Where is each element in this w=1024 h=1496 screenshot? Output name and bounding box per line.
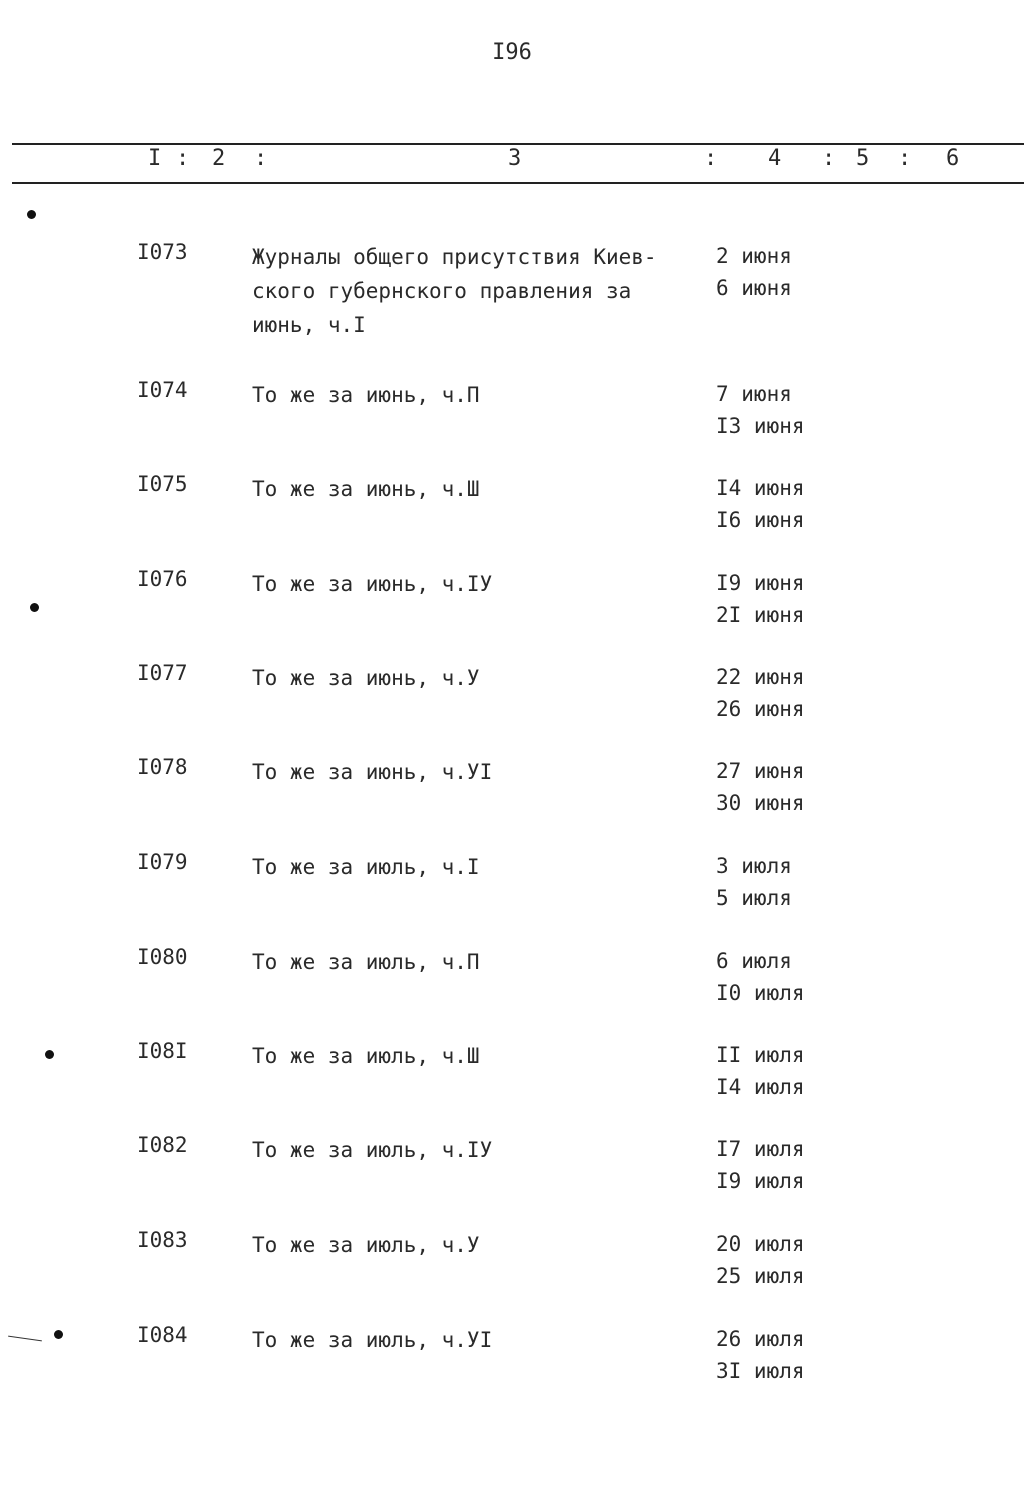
description-line: То же за июнь, ч.Ш <box>252 477 480 501</box>
binding-hole-mark <box>45 1050 54 1059</box>
row-dates <box>716 1228 805 1292</box>
header-col-6: 6 <box>946 146 960 171</box>
date-end: 2I июня <box>716 603 805 627</box>
row-description <box>252 1323 692 1357</box>
description-line: То же за июнь, ч.У <box>252 666 480 690</box>
row-dates <box>716 850 792 914</box>
row-number: I074 <box>137 378 188 402</box>
row-dates <box>716 567 805 631</box>
header-col-3: 3 <box>508 146 522 171</box>
row-dates <box>716 1133 805 1197</box>
description-line: То же за июль, ч.Ш <box>252 1044 480 1068</box>
date-end: 6 июня <box>716 276 792 300</box>
row-number: I083 <box>137 1228 188 1252</box>
row-number: I08I <box>137 1039 188 1063</box>
header-separator: : <box>898 146 912 171</box>
date-start: I7 июля <box>716 1137 805 1161</box>
binding-hole-mark <box>27 210 36 219</box>
date-end: I9 июля <box>716 1169 805 1193</box>
row-number: I077 <box>137 661 188 685</box>
description-line: Журналы общего присутствия Киев- <box>252 245 657 269</box>
row-description <box>252 850 692 884</box>
date-end: 25 июля <box>716 1264 805 1288</box>
header-col-1: I <box>148 146 162 171</box>
date-end: 3I июля <box>716 1359 805 1383</box>
row-description <box>252 1228 692 1262</box>
row-description <box>252 567 692 601</box>
date-start: I9 июня <box>716 571 805 595</box>
date-end: 30 июня <box>716 791 805 815</box>
description-line: июнь, ч.I <box>252 313 366 337</box>
header-separator: : <box>822 146 836 171</box>
date-end: 5 июля <box>716 886 792 910</box>
description-line: То же за июнь, ч.П <box>252 383 480 407</box>
header-rule-bottom <box>12 182 1024 184</box>
row-dates <box>716 1039 805 1103</box>
description-line: То же за июнь, ч.IУ <box>252 572 493 596</box>
date-end: I6 июня <box>716 508 805 532</box>
date-start: 2 июня <box>716 244 792 268</box>
description-line: То же за июль, ч.I <box>252 855 480 879</box>
date-end: I3 июня <box>716 414 805 438</box>
date-start: 27 июня <box>716 759 805 783</box>
binding-hole-mark <box>54 1330 63 1339</box>
row-description <box>252 1133 692 1167</box>
description-line: То же за июнь, ч.УI <box>252 760 493 784</box>
description-line: То же за июль, ч.УI <box>252 1328 493 1352</box>
row-dates <box>716 661 805 725</box>
row-dates <box>716 240 792 304</box>
binding-hole-mark <box>30 603 39 612</box>
header-separator: : <box>704 146 718 171</box>
row-number: I080 <box>137 945 188 969</box>
date-start: I4 июня <box>716 476 805 500</box>
header-separator: : <box>176 146 190 171</box>
row-dates <box>716 755 805 819</box>
description-line: То же за июль, ч.П <box>252 950 480 974</box>
row-dates <box>716 1323 805 1387</box>
row-number: I079 <box>137 850 188 874</box>
row-number: I078 <box>137 755 188 779</box>
row-description <box>252 945 692 979</box>
date-start: II июля <box>716 1043 805 1067</box>
date-end: I4 июля <box>716 1075 805 1099</box>
date-end: I0 июля <box>716 981 805 1005</box>
header-col-5: 5 <box>856 146 870 171</box>
row-number: I084 <box>137 1323 188 1347</box>
row-dates <box>716 378 805 442</box>
description-line: То же за июль, ч.IУ <box>252 1138 493 1162</box>
row-dates <box>716 945 805 1009</box>
date-start: 7 июня <box>716 382 792 406</box>
date-start: 22 июня <box>716 665 805 689</box>
date-start: 26 июля <box>716 1327 805 1351</box>
pencil-scratch-mark <box>8 1336 42 1342</box>
page-number: I96 <box>492 40 532 65</box>
row-description <box>252 472 692 506</box>
row-description <box>252 240 692 342</box>
description-line: ского губернского правления за <box>252 279 632 303</box>
row-number: I082 <box>137 1133 188 1157</box>
header-rule-top <box>12 143 1024 145</box>
row-number: I075 <box>137 472 188 496</box>
header-col-4: 4 <box>768 146 782 171</box>
header-separator: : <box>254 146 268 171</box>
row-number: I073 <box>137 240 188 264</box>
date-start: 3 июля <box>716 854 792 878</box>
row-number: I076 <box>137 567 188 591</box>
date-start: 6 июля <box>716 949 792 973</box>
row-description <box>252 378 692 412</box>
row-dates <box>716 472 805 536</box>
date-end: 26 июня <box>716 697 805 721</box>
row-description <box>252 1039 692 1073</box>
date-start: 20 июля <box>716 1232 805 1256</box>
row-description <box>252 755 692 789</box>
description-line: То же за июль, ч.У <box>252 1233 480 1257</box>
row-description <box>252 661 692 695</box>
header-col-2: 2 <box>212 146 226 171</box>
